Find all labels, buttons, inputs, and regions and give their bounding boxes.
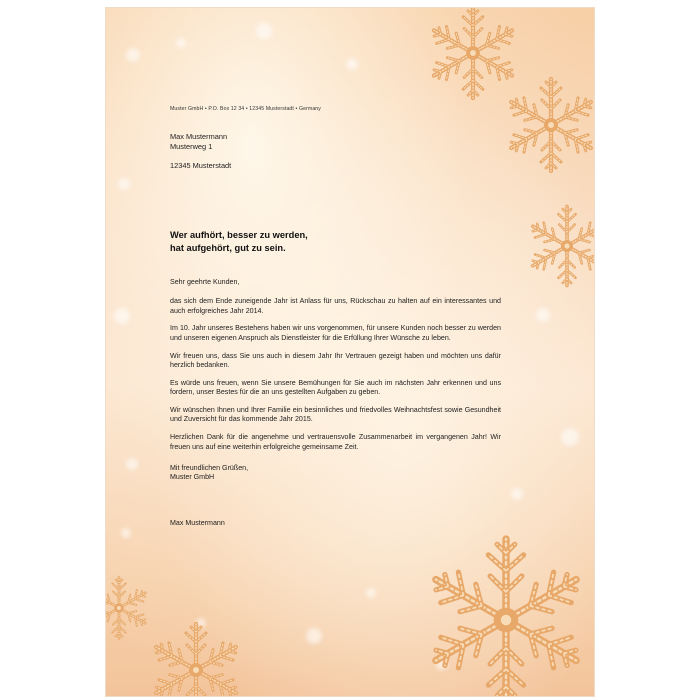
- bokeh-light: [176, 38, 186, 48]
- bokeh-light: [126, 458, 138, 470]
- closing-line: Mit freundlichen Grüßen,: [170, 463, 249, 472]
- snowflake-icon: [524, 196, 594, 296]
- body-paragraph: Herzlichen Dank für die angenehme und vertrauensvolle Zusammenarbeit im vergangenen Jahr! Wir freuen uns auf eine weiterhin erfolgreiche gemeinsame Zeit.: [170, 433, 501, 451]
- closing-company: Muster GmbH: [170, 473, 215, 482]
- bokeh-light: [536, 308, 550, 322]
- bokeh-light: [121, 528, 131, 538]
- closing: [170, 464, 501, 483]
- bokeh-light: [114, 308, 130, 324]
- bokeh-light: [511, 488, 523, 500]
- salutation: Sehr geehrte Kunden,: [170, 278, 240, 286]
- body-paragraph: Wir wünschen Ihnen und Ihrer Familie ein besinnliches und friedvolles Weihnachtsfest sowie Gesundheit und Zuversicht für das kommende Jahr 2015.: [170, 406, 501, 424]
- body-paragraph: das sich dem Ende zuneigende Jahr ist Anlass für uns, Rückschau zu halten auf ein interessantes und auch erfolgreiches Jahr 2014.: [170, 297, 501, 315]
- signature-name: Max Mustermann: [170, 519, 225, 527]
- snowflake-icon: [146, 620, 246, 696]
- snowflake-icon: [501, 70, 594, 180]
- bokeh-light: [256, 23, 272, 39]
- sender-line: Muster GmbH • P.O. Box 12 34 • 12345 Musterstadt • Germany: [170, 106, 321, 112]
- bokeh-light: [346, 58, 358, 70]
- snowflake-icon: [418, 532, 594, 696]
- letter-sheet: [106, 8, 594, 696]
- bokeh-light: [366, 588, 376, 598]
- headline: [170, 229, 308, 254]
- bokeh-light: [561, 428, 579, 446]
- bokeh-light: [306, 628, 322, 644]
- body-paragraph: Wir freuen uns, dass Sie uns auch in diesem Jahr Ihr Vertrauen gezeigt haben und möchten uns dafür herzlich bedanken.: [170, 351, 501, 369]
- recipient-name: Max Mustermann: [170, 132, 228, 141]
- headline-line: hat aufgehört, gut zu sein.: [170, 242, 286, 253]
- body-paragraph: Im 10. Jahr unseres Bestehens haben wir uns vorgenommen, für unsere Kunden noch besser zu werden und unseren eigenen Anspruch als Dienstleister für die Erfüllung Ihrer Wünsche zu leben.: [170, 324, 501, 342]
- bokeh-light: [118, 178, 130, 190]
- body-paragraph: Es würde uns freuen, wenn Sie unsere Bemühungen für Sie auch im nächsten Jahr erkennen und uns fordern, unser Bestes für die an uns gestellten Aufgaben zu geben.: [170, 378, 501, 397]
- recipient-street: Musterweg 1: [170, 141, 213, 151]
- letter-body: [170, 278, 501, 491]
- bokeh-light: [126, 48, 140, 62]
- recipient-address: [170, 132, 231, 170]
- headline-line: Wer aufhört, besser zu werden,: [170, 230, 308, 240]
- recipient-city: 12345 Musterstadt: [170, 160, 232, 170]
